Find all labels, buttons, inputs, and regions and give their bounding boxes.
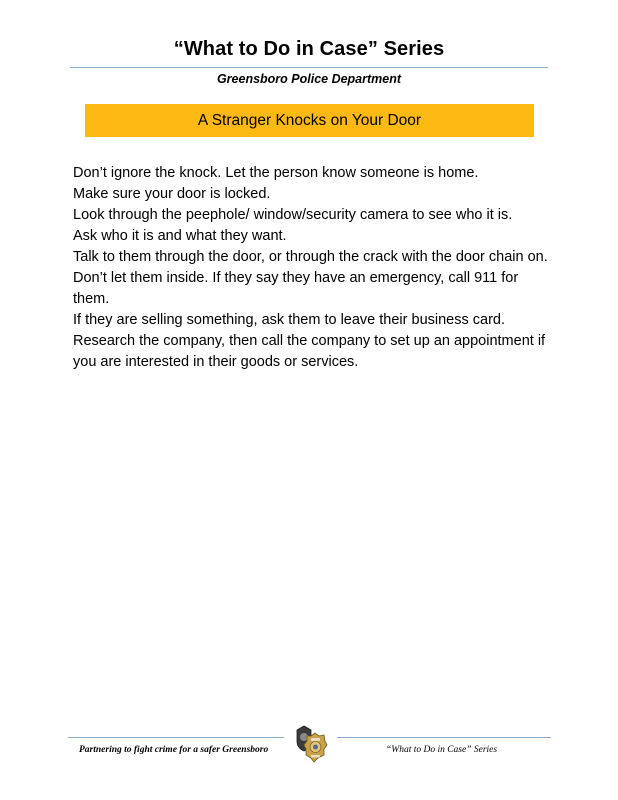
advice-paragraph: If they are selling something, ask them to leave their business card. Research the company, then call the company to set up an appointment if you are interested in their goods or services. <box>73 312 546 370</box>
header-divider <box>70 67 548 68</box>
police-badge-logo-icon <box>294 724 330 768</box>
advice-paragraph: Look through the peephole/ window/security camera to see who it is. <box>73 207 513 223</box>
advice-paragraph: Don’t ignore the knock. Let the person know someone is home. <box>73 165 479 181</box>
topic-banner <box>85 104 534 137</box>
footer-series-name: “What to Do in Case” Series <box>386 745 498 755</box>
footer-divider-right <box>337 737 551 738</box>
topic-banner-text: A Stranger Knocks on Your Door <box>197 111 422 129</box>
footer-slogan: Partnering to fight crime for a safer Greensboro <box>79 745 269 755</box>
advice-paragraph: Don’t let them inside. If they say they have an emergency, call 911 for them. <box>73 270 519 307</box>
department-name: Greensboro Police Department <box>216 72 402 86</box>
advice-paragraph: Make sure your door is locked. <box>73 186 271 202</box>
footer-divider-left <box>68 737 284 738</box>
page-title: “What to Do in Case” Series <box>173 38 445 60</box>
advice-paragraph: Talk to them through the door, or through the crack with the door chain on. <box>73 249 548 265</box>
advice-text <box>73 163 553 373</box>
advice-paragraph: Ask who it is and what they want. <box>73 228 287 244</box>
